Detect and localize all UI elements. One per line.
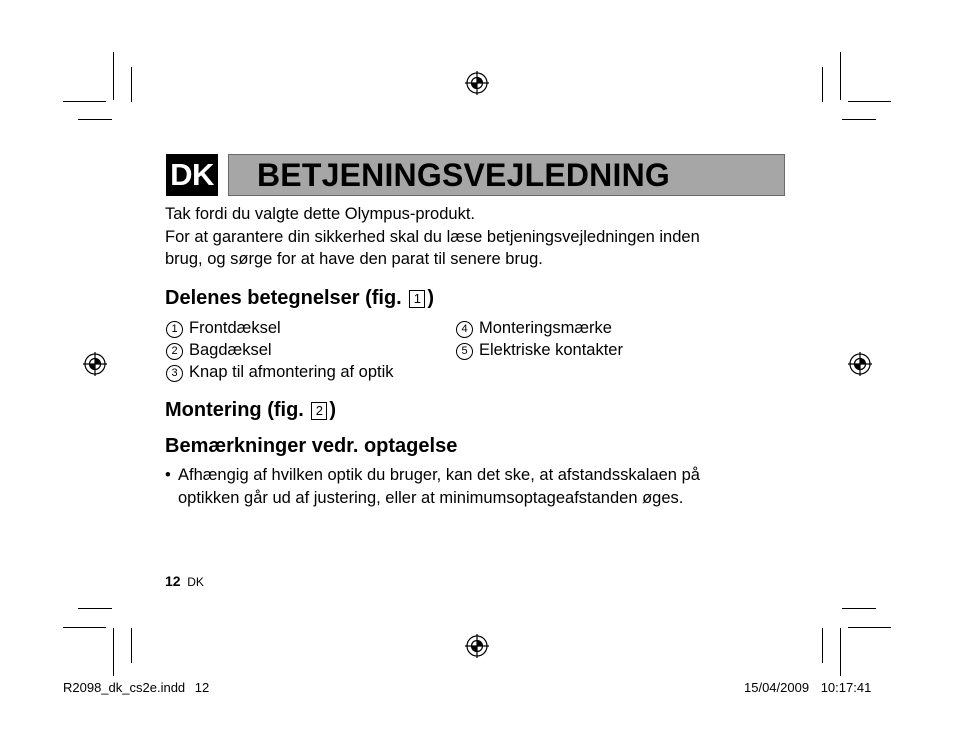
part-item: [456, 317, 612, 339]
item-number: 1: [166, 321, 183, 338]
crop-mark: [840, 628, 841, 676]
crop-mark: [842, 119, 876, 120]
parts-heading: [165, 286, 434, 310]
notes-line: Afhængig af hvilken optik du bruger, kan det ske, at afstandsskalaen på: [178, 466, 700, 484]
item-label: Elektriske kontakter: [479, 341, 623, 359]
intro-paragraph: [165, 203, 700, 271]
mount-heading-close: ): [329, 399, 337, 421]
item-label: Frontdæksel: [189, 319, 281, 337]
item-label: Monteringsmærke: [479, 319, 612, 337]
crop-mark: [131, 628, 132, 663]
crop-mark: [78, 119, 112, 120]
item-number: 3: [166, 365, 183, 382]
figure-number: 1: [409, 290, 425, 308]
bullet-icon: •: [165, 466, 171, 484]
registration-mark-icon: [848, 352, 872, 376]
crop-mark: [63, 101, 106, 102]
figure-number: 2: [311, 402, 327, 420]
registration-mark-icon: [83, 352, 107, 376]
intro-line: brug, og sørge for at have den parat til senere brug.: [165, 250, 543, 268]
print-slug-timestamp: [744, 680, 871, 695]
language-tag: DK: [166, 154, 218, 196]
page-footer: [165, 573, 204, 589]
notes-heading: Bemærkninger vedr. optagelse: [165, 435, 458, 457]
footer-lang: DK: [187, 575, 204, 589]
crop-mark: [848, 627, 891, 628]
crop-mark: [840, 52, 841, 100]
item-number: 5: [456, 343, 473, 360]
crop-mark: [78, 608, 112, 609]
slug-file-name: R2098_dk_cs2e.indd: [63, 680, 186, 695]
notes-bullet-item: [165, 464, 785, 509]
title-bar: [228, 154, 785, 196]
crop-mark: [63, 627, 106, 628]
page-number: 12: [165, 573, 181, 589]
crop-mark: [131, 67, 132, 102]
notes-line: optikken går ud af justering, eller at minimumsoptageafstanden øges.: [178, 488, 684, 507]
crop-mark: [113, 628, 114, 676]
part-item: [166, 361, 394, 383]
mount-heading-text: Montering (fig.: [165, 399, 304, 421]
part-item: [166, 339, 272, 361]
page-title: BETJENINGSVEJLEDNING: [257, 157, 670, 193]
crop-mark: [113, 52, 114, 100]
print-slug-file: [63, 680, 209, 695]
parts-heading-close: ): [427, 287, 434, 309]
slug-file-page: 12: [194, 680, 210, 695]
part-item: [166, 317, 281, 339]
item-label: Bagdæksel: [189, 341, 272, 359]
intro-line: Tak fordi du valgte dette Olympus-produkt.: [165, 205, 475, 223]
registration-mark-icon: [465, 634, 489, 658]
parts-heading-text: Delenes betegnelser (fig.: [165, 287, 402, 309]
intro-line: For at garantere din sikkerhed skal du læse betjeningsvejledningen inden: [165, 227, 700, 246]
crop-mark: [822, 628, 823, 663]
item-number: 4: [456, 321, 473, 338]
item-label: Knap til afmontering af optik: [189, 363, 394, 381]
slug-time: 10:17:41: [820, 680, 872, 695]
item-number: 2: [166, 343, 183, 360]
registration-mark-icon: [465, 71, 489, 95]
crop-mark: [822, 67, 823, 102]
crop-mark: [848, 101, 891, 102]
part-item: [456, 339, 623, 361]
mount-heading: [165, 398, 336, 422]
crop-mark: [842, 608, 876, 609]
slug-date: 15/04/2009: [744, 680, 810, 695]
